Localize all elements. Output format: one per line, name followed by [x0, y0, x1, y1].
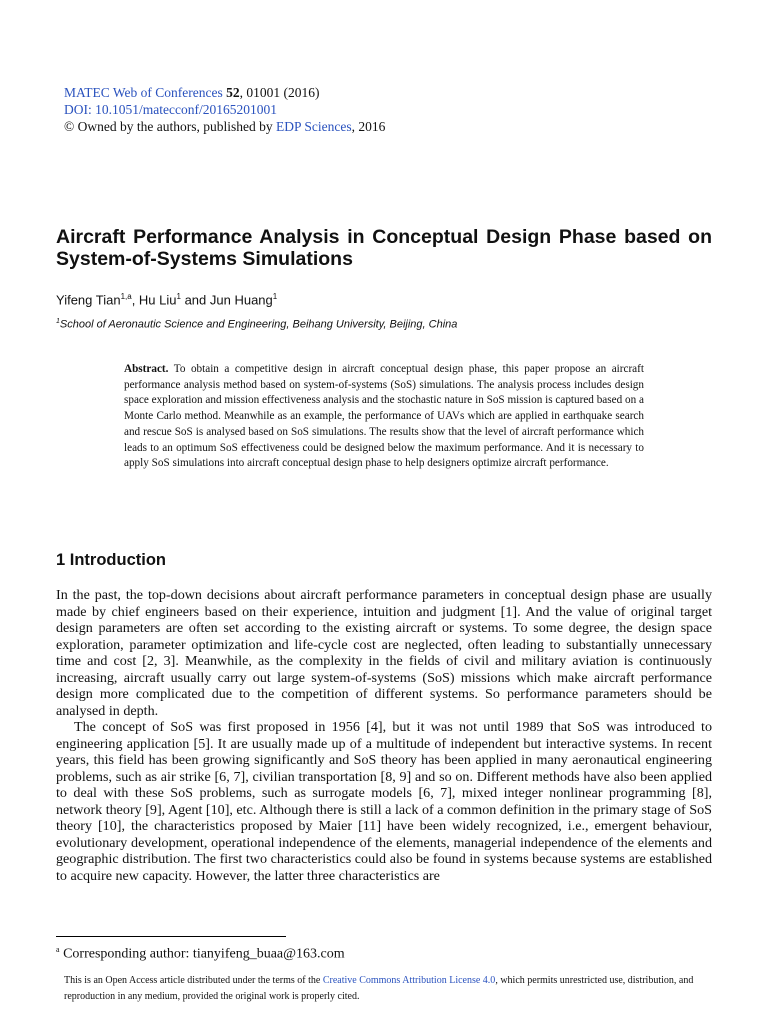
journal-citation-line: [64, 84, 385, 101]
section-body: [56, 587, 712, 884]
section-heading: 1 Introduction: [56, 551, 166, 569]
paper-title: Aircraft Performance Analysis in Conceptual Design Phase based on System-of-Systems Simulations: [56, 226, 712, 270]
affiliation-text: School of Aeronautic Science and Engineering, Beihang University, Beijing, China: [59, 318, 458, 331]
abstract-label: Abstract.: [124, 363, 169, 375]
publisher-link[interactable]: EDP Sciences: [275, 119, 352, 134]
ownership-prefix: © Owned by the authors, published by: [64, 119, 273, 134]
journal-name-link[interactable]: MATEC Web of Conferences: [64, 85, 223, 100]
license-prefix: This is an Open Access article distributed under the terms of the: [64, 975, 321, 986]
license-suffix: , which permits unrestricted use, distribution, and reproduction in any medium, provided the original work is properly cited.: [64, 975, 694, 1002]
footnote-divider: [56, 936, 286, 937]
author-affiliation-mark: 1: [272, 292, 278, 301]
author-affiliation: [56, 318, 457, 331]
author-name: Yifeng Tian: [56, 292, 121, 308]
affiliation-mark: 1: [56, 318, 60, 325]
body-paragraph: The concept of SoS was first proposed in 1956 [4], but it was not until 1989 that SoS was introduced to engineering application [5]. It are usually made up of a multitude of independent but interactive systems. In recent years, this field has been growing significantly and SoS theory has been applied in many aeronautical engineering problems, such as air strike [6, 7], civilian transportation [8, 9] and so on. Different methods have also been applied to deal with these SoS problems, such as surrogate models [6, 7], mixed integer nonlinear programming [8], network theory [9], Agent [10], etc. Although there is still a lack of a common definition in the primary stage of SoS theory [10], the characteristics proposed by Maier [11] have been widely recognized, i.e., emergent behaviour, evolutionary development, operational independence of the elements, managerial independence of the elements and geographic distribution. The first two characteristics could also be found in systems because systems are established to acquire new capacity. However, the latter three characteristics are: [56, 719, 712, 884]
author-name: Hu Liu: [138, 292, 177, 308]
ownership-year: , 2016: [351, 119, 386, 134]
doi-link[interactable]: DOI: 10.1051/matecconf/20165201001: [64, 102, 277, 117]
journal-volume: 52: [226, 85, 240, 100]
abstract: [124, 362, 644, 472]
article-number-year: , 01001 (2016): [239, 85, 320, 100]
author-affiliation-mark: 1: [176, 292, 181, 301]
author-name: Jun Huang: [209, 292, 273, 308]
footnote-text: Corresponding author: tianyifeng_buaa@163.com: [63, 946, 345, 962]
license-link[interactable]: Creative Commons Attribution License 4.0: [322, 975, 496, 986]
author-list: Yifeng Tian$^{1,a}$, Hu Liu$^1$ and Jun Huang$^1$: [56, 292, 278, 308]
journal-header: [64, 84, 385, 135]
footnote-mark: a: [56, 945, 60, 954]
ownership-line: [64, 118, 385, 135]
license-notice: [64, 973, 714, 1004]
corresponding-author-footnote: [56, 945, 345, 963]
abstract-text: To obtain a competitive design in aircraft conceptual design phase, this paper propose an aircraft performance analysis method based on system-of-systems (SoS) simulations. The analysis process includes design space exploration and mission effectiveness analysis and the stochastic nature in SoS mission is captured based on a Monte Carlo method. Meanwhile as an example, the performance of UAVs which are applied in earthquake search and rescue SoS is analysed based on SoS simulations. The results show that the level of aircraft performance which leads to an optimum SoS effectiveness could be designed below the maximum performance. And it is necessary to apply SoS simulations into aircraft conceptual design phase to help designers optimize aircraft performance.: [124, 363, 644, 470]
body-paragraph: In the past, the top-down decisions about aircraft performance parameters in conceptual design phase are usually made by chief engineers based on their experience, intuition and judgment [1]. And the value of original target design parameters are often set according to the existing aircraft or systems. To some degree, the design space exploration, parameter optimization and life-cycle cost are neglected, often leading to substantially unnecessary time and cost [2, 3]. Meanwhile, as the complexity in the fields of civil and military aviation is continuously increasing, aircraft usually carry out large system-of-systems (SoS) missions which make aircraft performance design more complicated due to the competition of different systems. So performance parameters should be analysed in depth.: [56, 587, 712, 719]
author-affiliation-mark: 1,a: [120, 292, 132, 301]
